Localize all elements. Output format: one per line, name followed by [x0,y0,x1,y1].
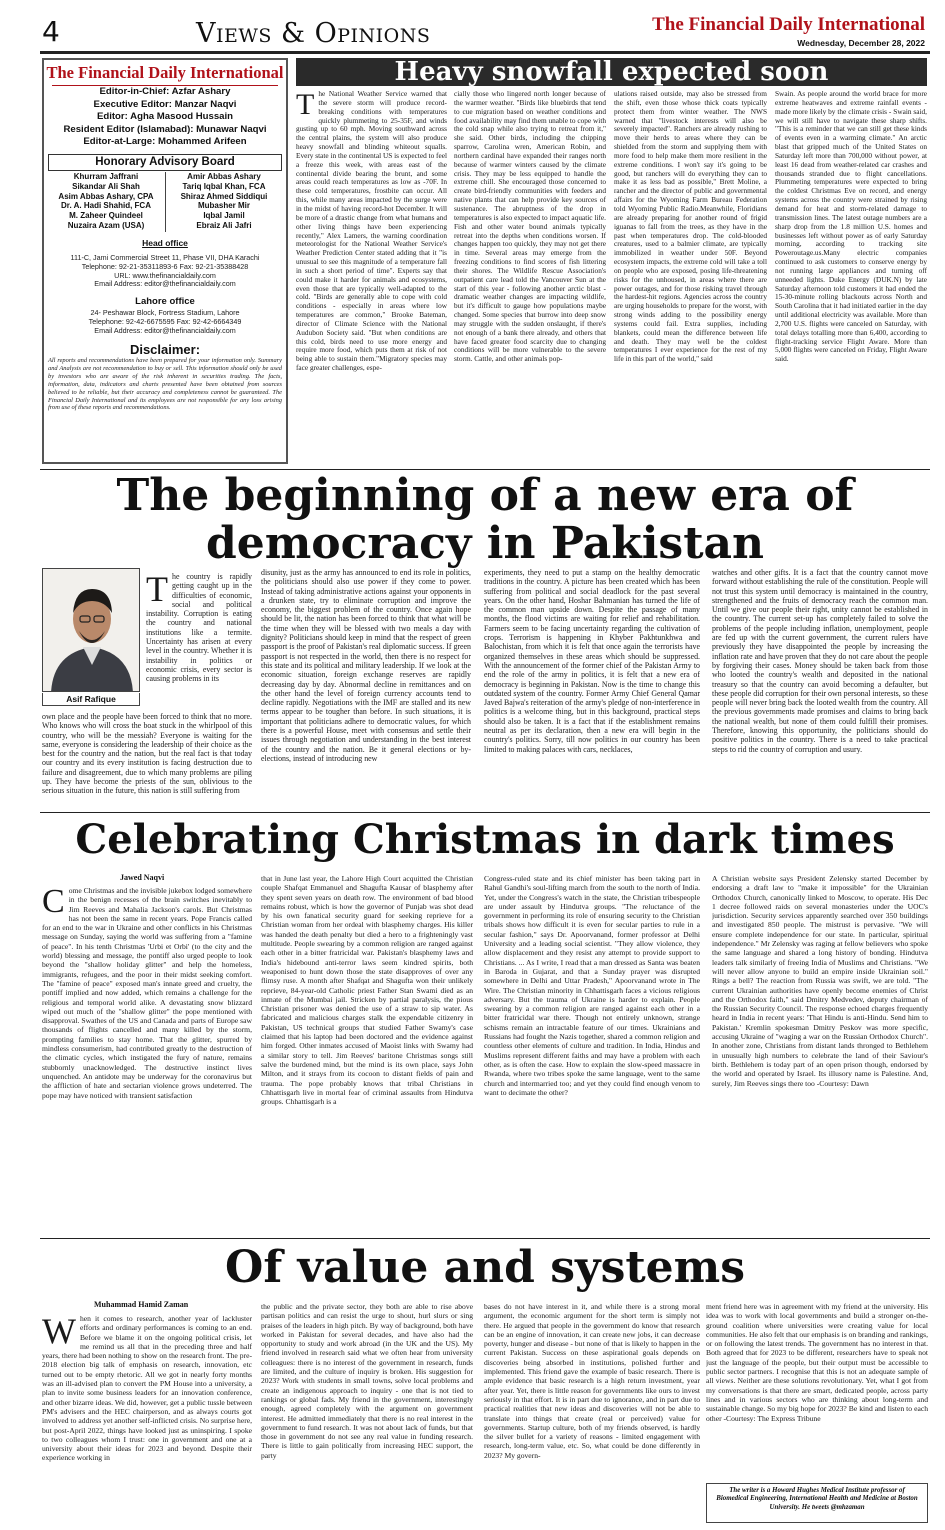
board-member: Sikandar Ali Shah [72,181,140,191]
article3-column-text: ome Christmas and the invisible jukebox lodged somewhere in the benign recesses of the brain switches inevitably to Jim Reeves and Mahalia Jackson's carols. But Christmas has not been the same in recent years. Pope Francis called for an end to the war in Ukraine and other conflicts in his Christmas message on Sunday, saying the world was suffering from a "famine of peace". In his tenth Christmas 'Urbi et Orbi' (to the city and the world) blessing and message, the pontiff also urged people to look beyond the "shallow holiday glitter" and help the homeless, immigrants, refugees, and the poor in their midst seeking comfort. The "famine of peace" exposed man's innate greed and cruelty, the pontiff implied and now added, which remains a challenge for the religious and temporal world alike. A devastating snow blizzard wiped out much of the "shallow glitter" the pope mentioned with disapproval. Swathes of the US and Canada and parts of Europe saw thousands of flights cancelled and many killed by the storm, prompting families to stay home. That the glitter, spurred by mindless consumerism, had contributed greatly to the destruction of the climatic cycles, which instigated the fury of nature, remains stubbornly unacknowledged. The destructive instinct lives unquenched. An antidote may be underway for the coronavirus but the affliction of hate and sectarian violence grows undeterred. The pope may have noticed with transient satisfaction [42,886,252,1100]
board-member: Iqbal Jamil [203,211,245,221]
article4-column-4: ment friend here was in agreement with my friend at the university. His idea was to work with local governments and build a stronger on-the-ground coalition where universities were creating value for local communities. He also felt that our emphasis is on branding and rankings, or on following the latest trends. The government has no interest in that. Both agreed that for 2023 to be different, researchers have to speak not just the language of the people, but their output must be accessible to public sector partners. I recognise that this is not an adequate sample of all views. Neither are these solutions revolutionary. Yet, what I got from my conversations is that there are smart, dedicated people, across party lines and in various sectors who are thinking about long-term and sustainable change. So my big hope for 2023? Be kind and listen to each other -Courtesy: The Express Tribune [706,1302,928,1423]
board-member: Shiraz Ahmed Siddiqui [180,191,268,201]
article4-column-3: bases do not have interest in it, and while there is a strong moral argument, the economic argument for the short term is simply not there. He argued that people in the government do know that research can be an engine of innovation, it can create new jobs, it can decrease poverty, hunger and disease - but none of that is likely to happen in the current Pakistan. Success on these aspirational goals depends on discoveries being absorbed in institutions, polished further and implemented. This friend gave the example of basic research. There is ample evidence that basic research is a high return investment, year after year. Yet, there is little reason for governments like ours to invest seriously in that effort. It is in part due to ignorance, and in part due to practical realities that new ideas and discoveries will not be able to translate into things that create (real or perceived) value for governments. Startup culture, both of my friends observed, is hardly the silver bullet for a variety of reasons - limited engagement with research, long-term value, etc. So, what could be done differently in 2023? My govern- [484,1302,700,1460]
lahore-office-label: Lahore office [135,296,195,307]
board-member: Tariq Iqbal Khan, FCA [182,181,266,191]
header-rule [40,51,930,54]
author-photo [42,568,140,692]
head-office-line: 111-C, Jami Commercial Street 11, Phase VII, DHA Karachi [70,253,260,262]
editor-list [42,86,288,149]
executive-editor: Executive Editor: Manzar Naqvi [93,98,237,110]
lahore-office-section [42,296,288,335]
editor-at-large: Editor-at-Large: Mohammed Arifeen [83,136,247,148]
advisory-board-title: Honorary Advisory Board [48,154,282,171]
masthead-brand: The Financial Daily International [46,63,284,82]
head-office-url: URL: www.thefinancialdaily.com [114,270,216,280]
article2-column-1-top [146,572,252,712]
drop-cap: T [296,90,315,121]
article4-column-2: the public and the private sector, they both are able to rise above partisan politics and can resist the urge to shout, hurl slurs or sing praises of the leaders in high pitch. By way of background, both have worked in Pakistan for several decades, and have also had the opportunity to study and work abroad (in the UK and the US). My friend involved in research said what we often hear from university colleagues: there is no interest of the government in research, funds are limited, and the culture of inquiry is broken. His suggestion for 2023? Work with students in small towns, solve local problems and create an indigenous approach to inquiry - one that is not tied to rankings or global fads. My friend in the government, interestingly enough, agreed completely with the argument on government interest. He admitted immediately that there is no real interest in the government to fund research. It was not about lack of funds, but that those in government do not see any real value in funding research. There is little to gain politically from increasing HEC support, the party [261,1302,473,1460]
disclaimer-title: Disclaimer: [129,342,201,357]
lahore-office-email: Email Address: editor@thefinancialdaily.com [94,325,236,335]
article4-byline: Muhammad Hamid Zaman [94,1300,189,1309]
board-member: Amir Abbas Ashary [187,172,261,181]
page-number: 4 [42,15,60,48]
board-member: M. Zaheer Quindeel [69,211,143,221]
article3-column-2: that in June last year, the Lahore High Court acquitted the Christian couple Shafqat Emmanuel and Shagufta Kausar of blasphemy after they spent seven years on death row. The environment of bad blood remains robust, which is how the governor of Punjab was shot dead by his own fanatical security guard for seeking reprieve for a Christian woman from her ordeal with blasphemy charges. His killer was handed the death penalty but died a hero to a frighteningly vast multitude. People swearing by a common religion are ranged against each other in a bitter fratricidal war. Pakistan's blasphemy laws and India's hidebound anti-terror laws seem kindred spirits, both weaponised to hunt down those the state disapproves of over any flimsy ruse. A month after Shafqat and Shagufta won their unlikely reprieve, 84-year-old Catholic priest Father Stan Swami died as an inmate of the Mumbai jail. Stricken by partial paralysis, the pious Christian prisoner was denied the use of a straw to sip water. As fabricated and malicious charges stalk the expendable citizenry in Pakistan, US technical groups that studied Father Swamy's case claimed that his laptop had been doctored and the evidence against him forged. Other inmates accused of Maoist links with Swamy had a similar story to tell. Jim Reeves' baritone Christmas songs still salve the burdened mind, but the mind is its own place, says John Milton, and it strays from its cocoon to distant fields of pain and trauma. The pope probably knows that tribal Christians in Chhattisgarh live in mortal fear of criminal assaults from Hindutva groups. Chhattisgarh is a [261,874,473,1107]
section-title: Views & Opinions [196,18,431,49]
drop-cap: T [146,572,168,609]
board-member: Ebraiz Ali Jafri [196,220,252,230]
article1-column-1 [296,90,447,466]
article2-column-2: disunity, just as the army has announced to end its role in politics, the politicians should also use power if they come to power. Instead of taking administrative actions against your opponents in a drunken state, try to eliminate corruption and improve the economy, the biggest problem of the country. Once again hope should be lit, the nation has been forced to think that what will be the time when they will be blessed with two meals a day with dignity? Politicians should keep in mind that the respect of green passport is the proof of Pakistan's real diplomatic success. If green passport is not respected in the world, then there is no respect for this state and its political and military leadership. If we look at the economic situation, foreign exchange reserves are rapidly decreasing day by day. Abnormal decline in remittances and on the other hand the level of foreign currency accounts tend to decline rapidly. Negotiations with the IMF are stalled and its new terms appear to be tougher than before. In such situations, it is important that politicians adhere to democratic values, for which there is a powerful House, meet with consensus and settle their issues through negotiation and understanding in the best interest of the country and the nation. Be it general elections or by-elections, instead of introducing new [261,568,471,763]
article1-column-4: Swain. As people around the world brace for more extreme heatwaves and extreme rainfall events - made more likely by the climate crisis - Swain said, we will still have to navigate these sharp shifts. "This is a reminder that we can still get these kinds of events even in a warming climate." An arctic blast that gripped much of the United States on Saturday left more than 700,000 without power, at least 16 dead from weather-related car crashes and thousands stranded due to flight cancellations. Plummeting temperatures were expected to bring the coldest Christmas Eve on record, and energy systems across the country were strained by rising demand for heat and storm-related damage to transmission lines. The latest outage numbers are a sharp drop from the 1.8 million U.S. homes and businesses left without power as of early Saturday morning, according to tracking site Poweroutage.us.Many electric companies continued to ask customers to conserve energy by not running large appliances and turning off unneeded lights. Duke Energy (DUK.N) by late Saturday afternoon told customers it had ended the 15-30-minute rolling blackouts across North and South Carolina that it had initiated earlier in the day until additional electricity was available. More than 2,700 U.S. flights were canceled on Saturday, with total delays totalling more than 6,400, according to flight-tracking service Flight Aware. More than 5,000 flights were canceled on Friday, Flight Aware said. [775,90,927,364]
article1-headline: Heavy snowfall expected soon [394,57,829,87]
article2-headline-line2: democracy in Pakistan [205,518,765,569]
board-member: Khurram Jaffrani [73,172,139,181]
article4-headline: Of value and systems [224,1242,745,1293]
author-footnote: The writer is a Howard Hughes Medical Institute professor of Biomedical Engineering, International Health and Medicine at Boston University. He tweets @mhzaman [706,1483,928,1523]
article3-column-4: A Christian website says President Zelensky started December by endorsing a draft law to "make it impossible" for the Ukrainian Orthodox Church, canonically linked to Moscow, to operate. His Dec 1 decree followed raids on several monasteries under the UOC's jurisdiction. Security services apparently searched over 350 buildings and investigated 850 people. The mistrust is pervasive. "We will ensure complete independence for our state. In particular, spiritual independence." Mr Zelensky was raging at fellow believers who spoke the same language and shared a long history of bonding. Hindutva leaders talk similarly of freeing India of Muslims and Christians. "We will never allow anyone to build an empire inside Ukrainian soil." Rings a bell? The reaction from Russia was swift, we are told. "The current Ukrainian authorities have openly become enemies of Christ and the Orthodox faith," said Dmitry Medvedev, deputy chairman of the Russian Security Council. The response echoed charges frequently heard in India in recent years: 'That Hindu is anti-Hindu. Send him to Pakistan.' Kremlin spokesman Dmitry Peskov was more specific, accusing Ukraine of "waging a war on the Russian Orthodox Church". In another zone, Christians from distant lands thronged to Bethlehem in unusually high numbers to celebrate the land of their Saviour's birth. Bethlehem is today part of an open prison though, endorsed by the world and operated by Israel. Its illusory name is Palestine. And, surely, Jim Reeves sings there too -Courtesy: Dawn [712,874,928,1088]
author-name: Asif Rafique [42,693,140,706]
drop-cap: C [42,886,65,920]
resident-editor: Resident Editor (Islamabad): Munawar Naqvi [63,123,267,135]
article3-byline: Jawed Naqvi [120,873,165,882]
editor: Editor: Agha Masood Hussain [96,111,234,123]
article3-column-1 [42,886,252,1186]
article1-column-text: he National Weather Service warned that the severe storm will produce record-breaking conditions with temperatures quickly plummeting to 25-35F, and winds gusting up to 60 mph. Moving southward across the central plains, the system will also produce heavy snowfall and blinding whiteout squalls. Every state in the continental US is expected to feel a freeze this week, with areas east of the continental divide bearing the brunt, and some areas could reach temperatures as low as -70F. In these cold temperatures, frostbite can occur. All this, while many areas impacted by the surge were in the midst of having record-hot December. It will be more of a drastic change from what humans and other living things have been experiencing recently," Alex Lamers, the warning coordination meteorologist for the National Weather Service's Weather Prediction Center stated adding that it "is unusual to see this magnitude of a temperature fall in such a short period of time". Experts say that could make it harder for animals and ecosystems, even those that are typically well-adapted to the cold. "Birds are generally able to cope with cold conditions - especially in areas where low temperatures are common," Brooke Bateman, director of Climate Science with the National Audubon Society said. "But when conditions are this cold, birds need to use more energy and require more food, which puts them at risk of not being able to sustain them."Migratory species may face greater challenges, espe- [296,90,447,373]
advisory-board-left [48,172,164,231]
article2-column-1-bottom: own place and the people have been forced to think that no more. Who knows who will cross the boat stuck in the whirlpool of this country, who will be the messiah? Everyone is waiting for the same, everyone is considering the leadership of their choice as the best for the country and the nation, but the real fact is that today our country and its every institution is facing destruction due to failure and disagreement, due to which many problems are piling up. They have become the priests of the sun, oblivious to the serious situation in the future, this nation is still suffering from [42,712,252,796]
header-brand: The Financial Daily International [652,14,925,35]
divider [40,1238,930,1239]
lahore-office-line: Telephone: 92-42-6675595 Fax: 92-42-6664349 [88,316,242,326]
board-member: Nuzaira Azam (USA) [67,220,145,230]
disclaimer-text: All reports and recommendations have been prepared for your information only. Summary and Analysis are not recommendation to buy or sell. This information should only be used by investors who are aware of the risk inherent in securities trading. The facts, information, data, indicators and charts presented have been obtained from sources believed to be reliable, but their accuracy and completeness cannot be guaranteed. The Financial Daily International and its employees are not responsible for any loss arising from use of these reports and recommendations. [48,357,282,412]
head-office-section [42,238,288,289]
article2-column-4: watches and other gifts. It is a fact that the country cannot move forward without establishing the rule of the constitution. People will not trust this system until democracy is maintained in the country, strengthened and the fruits of democracy reach the common man. Until we give our people their right, unity cannot be established in the country. The current set-up has completely failed to solve the problems of the people including inflation, unemployment, people are fed up with the current government, the current rulers have previously they have disappointed the people by increasing the inflation rate and have proven that they do not care about the people by forgiving their cases. Money should be taken back from those who looted the country's wealth and deposited in the national treasury so that the country can avoid becoming a defaulter, but these people did corruption for their own personal interests, so these people will never bring back the looted wealth from the country. All the previous governments made promises and claims to bring back the national wealth, but none of them could fulfill their promises. Therefore, knowing this opportunity, the politicians should do positive politics in the country. There is a need to take practical steps to rid the country of corruption and usury. [712,568,928,754]
head-office-email: Email Address: editor@thefinancialdaily.com [94,279,236,289]
advisory-board-right [166,172,282,231]
header-date: Wednesday, December 28, 2022 [797,38,925,48]
board-member: Mubasher Mir [197,201,250,211]
article2-column-text: he country is rapidly getting caught up in the difficulties of economic, social and political instability. Corruption is eating the country and national institutions like a termite. Uncertainty has arisen at every level in the country. Whether it is instability in politics or economic crisis, every sector is causing problems in its [146,572,252,684]
editor-in-chief: Editor-in-Chief: Azfar Ashary [99,86,231,97]
article3-column-3: Congress-ruled state and its chief minister has been taking part in Rahul Gandhi's soul-lifting march from the south to the north of India. Yet, under the Congress's watch in the state, the Christian tribespeople are under assault by Hindutva groups. "The reluctance of the government in performing its role of ensuring security to the Christian tribals shows how difficult it is even for secular parties to rule in a secular fashion," says Dr. Apoorvanand, former professor at Delhi University and a leading social scientist. "They allow violence, they allow displacement and they resist any attempt to provide support to Christians. ... As I write, I read that a man dressed as Santa was beaten in Baroda in Gujarat, and that a Sunday prayer was disrupted somewhere in Delhi and Uttar Pradesh," Apoorvanand wrote in The Wire. The Christian minority in Chhattisgarh faces a vicious religious adversary. But the trauma of Ukraine is harder to explain. People swearing by a common religion are ranged against each other in a bitter fratricidal war there. Though not entirely unknown, strange schisms remain an intractable feature of our times. Ukrainians and Russians had fought the Nazis together, shared a common religion and countless other elements of culture and tradition. In India, Hindus and Muslims represent different faiths and may have a problem with each other, as is often the case. How to explain the slow-speed massacre in Rwanda, where two tribes spoke the same language, went to the same church and intermarried too; and yet they could find enough venom to want to decimate the other? [484,874,700,1097]
divider [40,812,930,813]
article4-column-text: hen it comes to research, another year of lackluster efforts and ordinary performances is coming to an end. Before we blame it on the ongoing political crisis, let me remind us all that in the preceding three and half years, there had been nothing to show on the research front. The pre-2018 election big talk of emphasis on research, innovation, etc turned out to be empty rhetoric. All we got in nearly forty months was an ill-advised plan to convert the PM House into a university, a plan to invite some business leaders for an innovation conference, and other bizarre ideas. We did, however, get a public tussle between PM's advisers and the HEC chairperson, and as always courts got involved to address yet another self-inflicted crisis. No surprise here, but post-April 2022, things have looked just as uninspiring. I spoke to two colleagues whom I trust: one in government and one at a university about their ideas for 2023 and beyond. Despite their experience working in [42,1314,252,1463]
drop-cap: W [42,1314,76,1351]
article3-headline: Celebrating Christmas in dark times [75,816,895,863]
head-office-label: Head office [142,238,188,248]
head-office-line: Telephone: 92-21-35311893-6 Fax: 92-21-35388428 [81,261,249,271]
board-member: Dr. A. Hadi Shahid, FCA [61,201,151,211]
article4-column-1 [42,1314,252,1526]
article1-column-2: cially those who lingered north longer because of the warmer weather. "Birds like bluebirds that tend to cue migration based on weather conditions and food availability may find them unable to cope with the cold snap while also trying to retreat from it," she said. Other birds, including the chipping sparrow, Carolina wren, American Robin, and northern cardinal have expanded their ranges north because of warmer winters caused by the climate crisis. They may be less equipped to handle the extreme chill. She encouraged those concerned to create bird-friendly communities with feeders and native plants that can help provide key sources of sustenance. The abruptness of the drop in temperatures is also expected to impact aquatic life. Fish and other water bound animals typically retreat into the depths when conditions worsen. If changes happen too quickly, they may not get there in time. Several areas may emerge from the freezing conditions to find scores of fish littering their shores. The Wildlife Rescue Association's outpatient care lead told the Vancouver Sun at the start of this year - following another arctic blast - dramatic weather changes are impacting wildlife, but it's difficult to gauge how populations maybe changed. Some species that burrow into deep snow may struggle with the sudden onslaught, if there's not enough of a bank there already, and others that have faced greater food scarcity due to changing conditions will be more vulnerable to the severe storm. Cattle, and other animals pop- [454,90,606,364]
article2-headline-line1: The beginning of a new era of [116,470,854,521]
article1-column-3: ulations raised outside, may also be stressed from the shift, even those whose thick coats typically protect them from winter weather. The NWS warned that "livestock interests will also be severely impacted". Ranchers are already rushing to move their herds to areas where they can be shielded from the storm and supplying them with more food to help make them more resilient in the extreme conditions. I won't say it's going to be good, but ranchers will do everything they can to make it as less bad as possible," Brett Moline, a rancher and the director of public and governmental affairs for the Wyoming Farm Bureau Federation told Wyoming Public Radio.Meanwhile, Floridians are already preparing for another round of frigid iguanas to fall from the trees, as they have in the past when temperatures drop. The cold-blooded creatures, used to a balmier climate, are typically immobilized in weather under 50F. Beyond ecosystem impacts, the extreme cold will take a toll on people who are exposed, posing life-threatening risks for the unhoused, in areas where there are power outages, and for those risking travel through the hardest-hit regions. Agencies across the country are urging households to prepare for the worst, with strong winds adding to the possibility energy systems could fail. Extra supplies, including blankets, could mean the difference between life and death. They may well be the coldest temperatures I ever experience for the rest of my life in this part of the world," said [614,90,767,364]
board-member: Asim Abbas Ashary, CPA [58,191,154,201]
article2-column-3: experiments, they need to put a stamp on the healthy democratic traditions in the country. A picture has been created which has been suffering from political and social deadlock for the past several years. On the other hand, Hoshar Bahmanian has turned the life of the common man upside down. Despite the passage of many months, the flood victims are waiting for relief and rehabilitation. Farmers seem to be facing uncertainty regarding the cultivation of crops. Terrorism is happening in Khyber Pakhtunkhwa and Balochistan, from which it is felt that once again the terrorists have organized themselves in these areas which should be suppressed. With the announcement of the former chief of the Pakistan Army to end the role of the army in politics, it is felt that a new era of democracy is beginning in Pakistan. Now is the time to change this outdated system of the country. Former Army Chief General Qamar Javed Bajwa's reiteration of the army's pledge of non-interference in politics is a welcome thing, but in this background, practical steps should also be taken. It is a fact that if the establishment remains neutral as per its declaration, then a new era will begin in the country's politics. Sorry, till now politics in our country has been limited to making palaces with cars, necklaces, [484,568,700,754]
lahore-office-line: 24- Peshawar Block, Fortress Stadium, Lahore [90,308,240,317]
